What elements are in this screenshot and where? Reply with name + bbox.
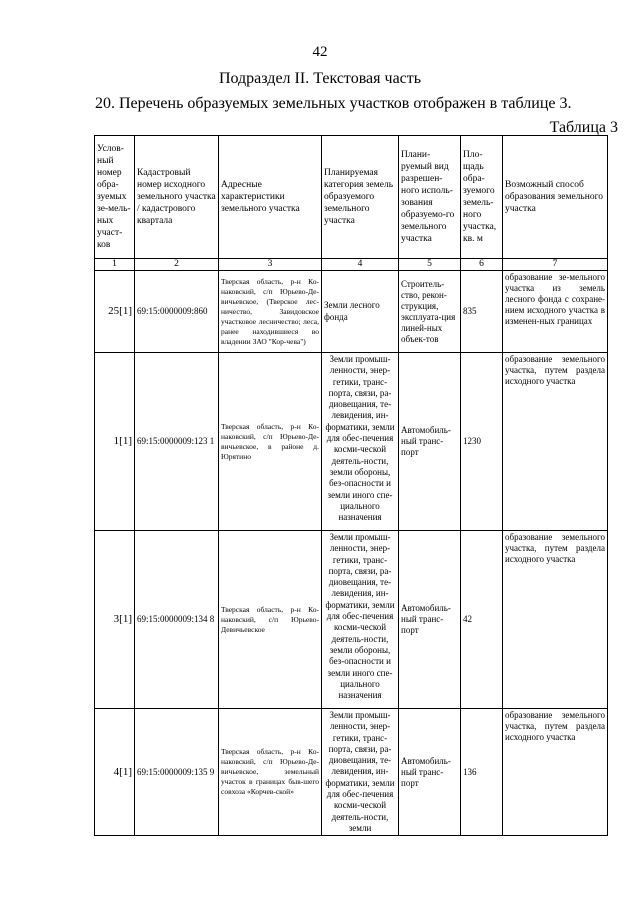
table-row [95,531,608,709]
table-row [95,353,608,531]
plot-address: Тверская область, р-н Ко-наковский, с/п Юрьево-Де-вичьевское, (Тверское лес-ничество, Завидовское участковое лесничество; леса, ранее находившиеся во владении ЗАО "Кор-чева") [219,271,322,353]
plot-area: 835 [461,271,503,353]
plot-area: 42 [461,531,503,709]
column-number: 5 [399,259,461,271]
land-category: Земли лесного фонда [322,271,399,353]
permitted-use: Автомобиль-ный транс-порт [399,353,461,531]
cadastral-number: 69:15:0000009:135 9 [135,709,219,836]
header-land-category: Планируемая категория земель образуемого земельного участка [322,136,399,259]
column-number: 2 [135,259,219,271]
land-category: Земли промыш-ленности, энер-гетики, транс-порта, связи, ра-диовещания, те-левидения, ин-форматики, земли для обес-печения косми-ческой деятель-ности, земли обороны, без-опасности и земли иного спе-циального назначения [322,353,399,531]
header-area: Пло-щадь обра-зуемого земель-ного участка, кв. м [461,136,503,259]
land-category: Земли промыш-ленности, энер-гетики, транс-порта, связи, ра-диовещания, те-левидения, ин-форматики, земли для обес-печения косми-ческой деятель-ности, земли [322,709,399,836]
permitted-use: Автомобиль-ный транс-порт [399,709,461,836]
subsection-title: Подраздел II. Текстовая часть [218,70,422,87]
permitted-use: Автомобиль-ный транс-порт [399,531,461,709]
plot-area: 1230 [461,353,503,531]
cadastral-number: 69:15:0000009:123 1 [135,353,219,531]
header-plot-number: Услов-ный номер обра-зуемых зе-мель-ных участ-ков [95,136,135,259]
header-formation-method: Возможный способ образования земельного участка [503,136,608,259]
column-number: 1 [95,259,135,271]
plot-address: Тверская область, р-н Ко-наковский, с/п Юрьево-Де-вичьевское, в районе д. Юрятино [219,353,322,531]
land-plots-table [94,135,608,836]
plot-number: 25[1] [95,271,135,353]
header-permitted-use: Плани-руемый вид разрешен-ного исполь-зования образуемо-го земельного участка [399,136,461,259]
formation-method: образование земельного участка, путем раздела исходного участка [503,531,608,709]
formation-method: образование земельного участка, путем раздела исходного участка [503,353,608,531]
plot-address: Тверская область, р-н Ко-наковский, с/п Юрьево-Де-вичьевское, земельный участок в границах быв-шего совхоза «Корчев-ской» [219,709,322,836]
column-number-row [95,259,608,271]
table-caption: Таблица 3 [549,119,618,136]
cadastral-number: 69:15:0000009:860 [135,271,219,353]
plot-address: Тверская область, р-н Ко-наковский, с/п Юрьево-Девичьевское [219,531,322,709]
plot-number: 4[1] [95,709,135,836]
column-number: 3 [219,259,322,271]
table-row [95,271,608,353]
section-heading: 20. Перечень образуемых земельных участков отображен в таблице 3. [95,95,572,112]
permitted-use: Строитель-ство, рекон-струкция, эксплуата-ция линей-ных объек-тов [399,271,461,353]
column-number: 7 [503,259,608,271]
table-row [95,709,608,836]
header-address: Адресные характеристики земельного участка [219,136,322,259]
cadastral-number: 69:15:0000009:134 8 [135,531,219,709]
plot-number: 3[1] [95,531,135,709]
page-number: 42 [312,44,328,60]
plot-area: 136 [461,709,503,836]
table-header-row [95,136,608,259]
column-number: 6 [461,259,503,271]
header-cadastral-number: Кадастровый номер исходного земельного участка / кадастрового квартала [135,136,219,259]
land-category: Земли промыш-ленности, энер-гетики, транс-порта, связи, ра-диовещания, те-левидения, ин-форматики, земли для обес-печения косми-ческой деятель-ности, земли обороны, без-опасности и земли иного спе-циального назначения [322,531,399,709]
formation-method: образование земельного участка, путем раздела исходного участка [503,709,608,836]
formation-method: образование зе-мельного участка из земель лесного фонда с сохране-нием исходного участка в изменен-ных границах [503,271,608,353]
column-number: 4 [322,259,399,271]
plot-number: 1[1] [95,353,135,531]
